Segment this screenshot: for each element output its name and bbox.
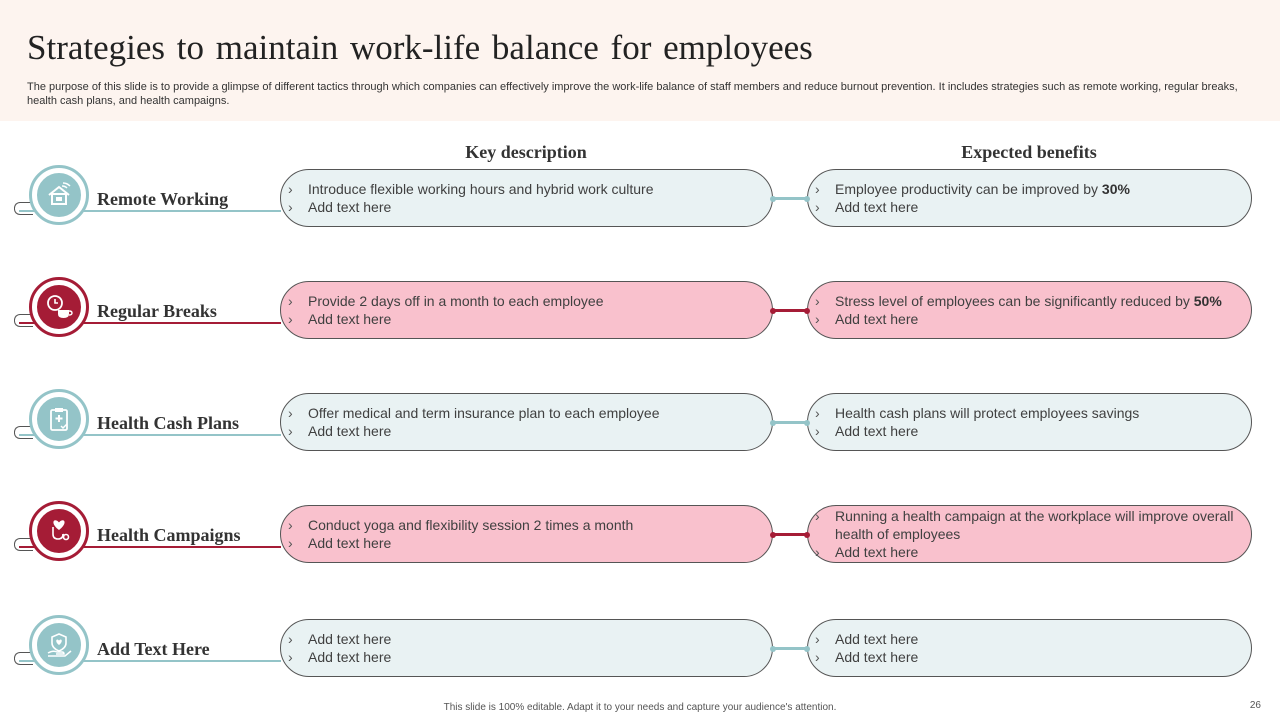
strategy-row-remote-working bbox=[0, 160, 1280, 260]
column-header-expected-benefits: Expected benefits bbox=[961, 142, 1097, 162]
icon-inner bbox=[37, 173, 81, 217]
key-bullet: › Add text here bbox=[308, 648, 764, 666]
icon-ring bbox=[29, 501, 89, 561]
expected-benefit-pill bbox=[807, 393, 1252, 451]
connector-dot bbox=[770, 646, 776, 652]
pill-connector bbox=[773, 197, 807, 200]
column-header-key-description: Key description bbox=[465, 142, 587, 162]
key-bullet: › Add text here bbox=[308, 310, 764, 328]
key-bullet: › Conduct yoga and flexibility session 2 times a month bbox=[308, 516, 764, 534]
benefit-highlight: 30% bbox=[1101, 181, 1130, 197]
benefit-bullet bbox=[835, 292, 1243, 310]
slide-subtitle: The purpose of this slide is to provide a glimpse of different tactics through which companies can effectively improve the work-life balance of staff members and reduce burnout prevention. It includes strategies such as remote working, regular breaks, health cash plans, and health campaigns. bbox=[27, 81, 1238, 107]
strategy-label: Health Cash Plans bbox=[97, 413, 240, 433]
benefit-highlight: 50% bbox=[1193, 293, 1222, 309]
benefit-bullet bbox=[835, 630, 1243, 648]
strategy-label: Regular Breaks bbox=[97, 301, 217, 321]
connector-dot bbox=[770, 532, 776, 538]
connector-dot bbox=[804, 646, 810, 652]
benefit-bullet: › Add text here bbox=[835, 543, 1243, 561]
benefit-bullet bbox=[835, 404, 1243, 422]
strategy-row-health-campaigns bbox=[0, 496, 1280, 596]
pill-connector bbox=[773, 309, 807, 312]
strategy-label: Add Text Here bbox=[97, 639, 210, 659]
connector-dot bbox=[804, 196, 810, 202]
expected-benefit-pill bbox=[807, 281, 1252, 339]
expected-benefit-pill bbox=[807, 505, 1252, 563]
connector-dot bbox=[804, 532, 810, 538]
home-wifi-icon bbox=[45, 181, 73, 209]
hand-shield-heart-icon bbox=[45, 631, 73, 659]
icon-ring bbox=[29, 277, 89, 337]
key-description-pill bbox=[280, 505, 773, 563]
key-description-pill bbox=[280, 169, 773, 227]
pill-connector bbox=[773, 533, 807, 536]
strategy-row-add-text-here bbox=[0, 610, 1280, 710]
benefit-text: Stress level of employees can be significantly reduced by bbox=[835, 293, 1194, 309]
connector-dot bbox=[770, 420, 776, 426]
key-description-pill bbox=[280, 619, 773, 677]
expected-benefit-pill bbox=[807, 169, 1252, 227]
strategy-label: Health Campaigns bbox=[97, 525, 241, 545]
benefit-text: Add text here bbox=[835, 631, 919, 647]
connector-dot bbox=[770, 196, 776, 202]
header-band bbox=[0, 0, 1280, 121]
key-description-pill bbox=[280, 393, 773, 451]
key-bullet: › Provide 2 days off in a month to each employee bbox=[308, 292, 764, 310]
slide-title: Strategies to maintain work-life balance for employees bbox=[27, 28, 813, 67]
icon-ring bbox=[29, 165, 89, 225]
strategy-row-regular-breaks bbox=[0, 272, 1280, 372]
key-bullet: › Add text here bbox=[308, 198, 764, 216]
connector-dot bbox=[770, 308, 776, 314]
icon-inner bbox=[37, 285, 81, 329]
benefit-bullet: › Add text here bbox=[835, 310, 1243, 328]
stethoscope-heart-icon bbox=[45, 517, 73, 545]
slide-footer: This slide is 100% editable. Adapt it to your needs and capture your audience's attention. bbox=[443, 702, 837, 713]
clock-coffee-icon bbox=[45, 293, 73, 321]
key-bullet: › Introduce flexible working hours and hybrid work culture bbox=[308, 180, 764, 198]
pill-connector bbox=[773, 421, 807, 424]
key-bullet: › Add text here bbox=[308, 630, 764, 648]
key-bullet: › Add text here bbox=[308, 422, 764, 440]
connector-dot bbox=[804, 308, 810, 314]
benefit-bullet bbox=[835, 180, 1243, 198]
benefit-bullet: › Add text here bbox=[835, 198, 1243, 216]
expected-benefit-pill bbox=[807, 619, 1252, 677]
icon-inner bbox=[37, 623, 81, 667]
strategy-row-health-cash-plans bbox=[0, 384, 1280, 484]
connector-dot bbox=[804, 420, 810, 426]
pill-connector bbox=[773, 647, 807, 650]
icon-inner bbox=[37, 509, 81, 553]
page-number: 26 bbox=[1249, 700, 1261, 711]
benefit-bullet: › Add text here bbox=[835, 422, 1243, 440]
icon-ring bbox=[29, 615, 89, 675]
icon-ring bbox=[29, 389, 89, 449]
key-description-pill bbox=[280, 281, 773, 339]
benefit-bullet: › Add text here bbox=[835, 648, 1243, 666]
medical-clipboard-icon bbox=[45, 405, 73, 433]
strategy-label: Remote Working bbox=[97, 189, 229, 209]
key-bullet: › Offer medical and term insurance plan to each employee bbox=[308, 404, 764, 422]
benefit-text: Health cash plans will protect employees savings bbox=[835, 405, 1140, 421]
benefit-text: Employee productivity can be improved by bbox=[835, 181, 1102, 197]
benefit-bullet bbox=[835, 507, 1235, 543]
key-bullet: › Add text here bbox=[308, 534, 764, 552]
icon-inner bbox=[37, 397, 81, 441]
benefit-text: Running a health campaign at the workplace will improve overall health of employees bbox=[835, 508, 1234, 542]
